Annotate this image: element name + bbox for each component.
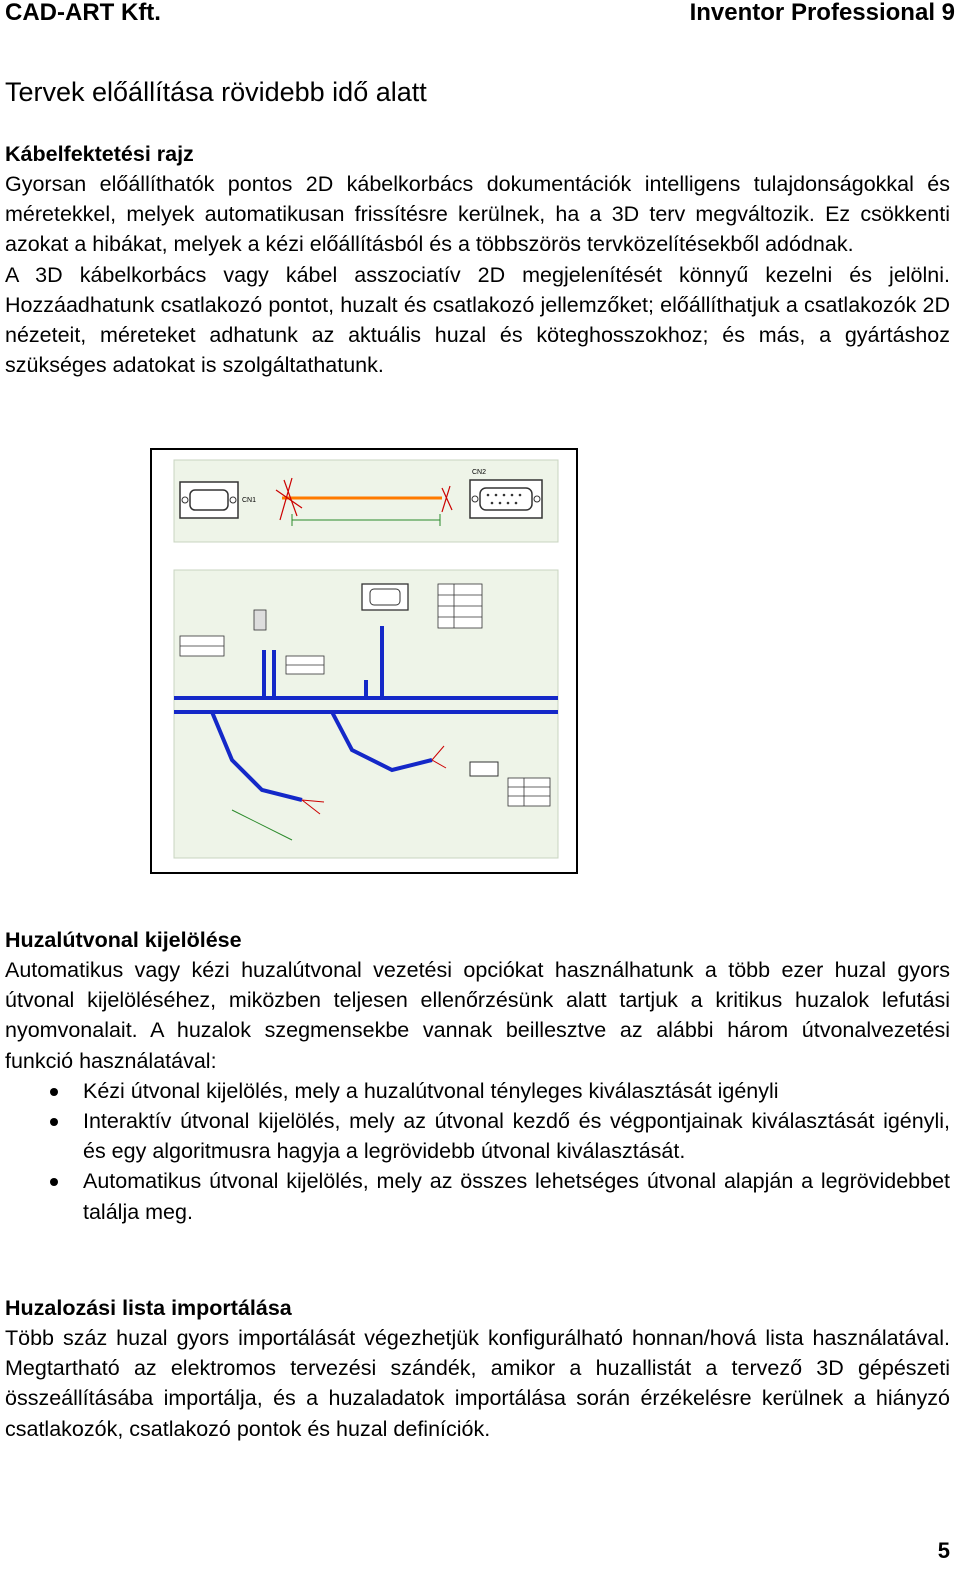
connector-label: CN1 (242, 497, 257, 504)
list-item (5, 1106, 950, 1166)
connector-left-icon (180, 482, 238, 518)
section-wiring-list-import (5, 1293, 950, 1444)
label-table (508, 778, 550, 806)
connector-right-icon (470, 480, 542, 518)
list-item (5, 1076, 950, 1106)
list-item-text: Kézi útvonal kijelölés, mely a huzalútvonal tényleges kiválasztását igényli (83, 1078, 779, 1103)
section-cable-drawing (5, 139, 950, 380)
bullet-icon (50, 1178, 58, 1186)
company-name: CAD-ART Kft. (5, 0, 161, 26)
connector-flat-icon (470, 762, 498, 776)
label-table (286, 656, 324, 674)
paragraph: Gyorsan előállíthatók pontos 2D kábelkorbács dokumentációk intelligens tulajdonságokkal és méretekkel, melyek automatikusan frissítésre kerülnek, ha a 3D terv megváltozik. Ez csökkenti azokat a hibákat, melyek a kézi előállításból és a többszörös tervközelítésekből adódnak. (5, 172, 950, 257)
connector-label: CN2 (472, 469, 487, 476)
paragraph: A 3D kábelkorbács vagy kábel asszociatív 2D megjelenítését könnyű kezelni és jelölni. Hozzáadhatunk csatlakozó pontot, huzalt és csatlakozó jellemzőket; előállíthatjuk a csatlakozók 2D nézeteit, méreteket adhatunk az aktuális huzal és köteghosszokhoz; és más, a gyártáshoz szükséges adatokat is szolgáltathatunk. (5, 262, 950, 378)
section-heading: Huzalútvonal kijelölése (5, 928, 242, 952)
section-heading: Kábelfektetési rajz (5, 142, 194, 166)
label-table (438, 584, 482, 628)
page-title: Tervek előállítása rövidebb idő alatt (5, 77, 427, 107)
bullet-icon (50, 1118, 58, 1126)
paragraph: Több száz huzal gyors importálását végezhetjük konfigurálható honnan/hová lista használatával. Megtartható az elektromos tervezési szándék, amikor a huzallistát a tervező 3D gépészeti összeállításába importálja, és a huzaladatok importálása során érzékelésre kerülnek a hiányzó csatlakozók, csatlakozó pontok és huzal definíciók. (5, 1326, 950, 1441)
list-item-text: Automatikus útvonal kijelölés, mely az összes lehetséges útvonal alapján a legrövidebbet találja meg. (83, 1169, 950, 1224)
connector-top-icon (362, 584, 408, 610)
wiring-diagram-figure (150, 448, 578, 874)
bullet-list (5, 1076, 950, 1227)
page-header (5, 0, 955, 28)
bullet-icon (50, 1088, 58, 1096)
wiring-diagram (152, 450, 576, 872)
paragraph: Automatikus vagy kézi huzalútvonal vezetési opciókat használhatunk a több ezer huzal gyors útvonal kijelöléséhez, miközben teljesen ellenőrzésünk alatt tartjuk a kritikus huzalok lefutási nyomvonalait. A huzalok szegmensekbe vannak beillesztve az alábbi három útvonalvezetési funkció használatával: (5, 958, 950, 1073)
label-table (180, 636, 224, 656)
section-wire-routing (5, 925, 950, 1227)
page-number: 5 (937, 1538, 950, 1563)
connector-small-icon (254, 610, 266, 630)
list-item (5, 1166, 950, 1226)
product-name: Inventor Professional 9 (689, 0, 955, 26)
list-item-text: Interaktív útvonal kijelölés, mely az útvonal kezdő és végpontjainak kiválasztását igényli, és egy algoritmusra hagyja a legrövidebb útvonal kiválasztását. (83, 1109, 950, 1164)
section-heading: Huzalozási lista importálása (5, 1296, 292, 1320)
